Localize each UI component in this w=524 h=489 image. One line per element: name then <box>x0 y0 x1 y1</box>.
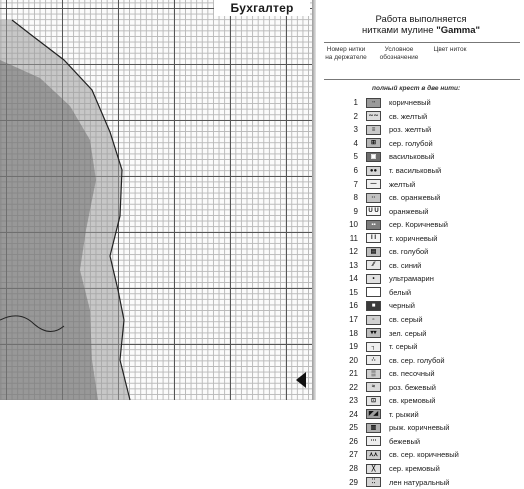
legend-row-number: 17 <box>349 315 358 325</box>
legend-symbol-swatch: ≡ <box>366 125 381 135</box>
legend-color-name: коричневый <box>389 98 431 108</box>
legend-row-number: 23 <box>349 396 358 406</box>
legend-row-number: 18 <box>349 328 358 338</box>
legend-row <box>324 380 524 394</box>
legend-color-name: роз. бежевый <box>389 382 436 392</box>
legend-symbol-swatch: ●● <box>366 166 381 176</box>
chart-motif <box>0 20 140 400</box>
legend-row-number: 16 <box>349 301 358 311</box>
legend-row-number: 11 <box>349 233 358 243</box>
legend-row <box>324 299 524 313</box>
legend-heading-prefix: нитками мулине <box>361 25 437 36</box>
legend-symbol-swatch: ⁚⁚ <box>366 477 381 487</box>
legend-row-number: 19 <box>349 342 358 352</box>
legend-color-name: роз. желтый <box>389 125 432 135</box>
legend-row <box>324 313 524 327</box>
legend-row-number: 5 <box>353 152 358 162</box>
legend-symbol-swatch: ╳ <box>366 464 381 474</box>
legend-symbol-swatch: ▤ <box>366 247 381 257</box>
legend-row <box>324 326 524 340</box>
legend-row <box>324 218 524 232</box>
legend-heading <box>318 14 524 36</box>
legend-symbol-swatch: ·· <box>366 193 381 203</box>
legend-symbol-swatch: ▒ <box>366 369 381 379</box>
legend-row-number: 2 <box>353 111 358 121</box>
legend-color-name: зел. серый <box>389 328 427 338</box>
legend-color-name: т. васильковый <box>389 166 442 175</box>
legend-symbol-swatch: ⋏⋏ <box>366 450 381 460</box>
legend-row <box>324 475 524 489</box>
legend-row-number: 6 <box>353 166 358 175</box>
legend-row <box>324 286 524 300</box>
legend-row <box>324 177 524 191</box>
legend-row-number: 15 <box>349 287 358 297</box>
legend-row-number: 1 <box>353 98 358 108</box>
legend-color-name: св. кремовый <box>389 396 436 406</box>
legend-color-name: св. песочный <box>389 369 435 379</box>
legend-row <box>324 245 524 259</box>
legend-rows <box>324 96 524 489</box>
legend-color-name: оранжевый <box>389 206 429 216</box>
legend-row-number: 22 <box>349 382 358 392</box>
legend-row <box>324 272 524 286</box>
page-edge-arrow <box>296 372 306 388</box>
legend-row <box>324 340 524 354</box>
legend-color-name: св. сер. коричневый <box>389 450 459 460</box>
legend-row-number: 27 <box>349 450 358 460</box>
legend-row-number: 21 <box>349 369 358 379</box>
legend-row <box>324 367 524 381</box>
legend-row-number: 12 <box>349 247 358 257</box>
legend-symbol-swatch: ᐧᐧ <box>366 98 381 108</box>
legend-row-number: 20 <box>349 355 358 365</box>
legend-symbol-swatch: ┐ <box>366 342 381 352</box>
legend-symbol-swatch: • <box>366 274 381 284</box>
legend-symbol-swatch: — <box>366 179 381 189</box>
legend-row <box>324 408 524 422</box>
legend-row <box>324 353 524 367</box>
legend-row <box>324 191 524 205</box>
legend-row <box>324 164 524 178</box>
legend-row <box>324 231 524 245</box>
legend-row-number: 8 <box>353 193 358 203</box>
legend-row <box>324 421 524 435</box>
column-symbol-header: Условное обозначение <box>379 46 419 61</box>
legend-symbol-swatch: ▫ <box>366 315 381 325</box>
column-number-header: Номер нитки на держателе <box>325 46 367 61</box>
legend-color-name: св. сер. голубой <box>389 355 445 365</box>
legend-color-name: св. синий <box>389 260 422 270</box>
legend-row-number: 24 <box>349 409 358 419</box>
chart-title: Бухгалтер <box>214 0 310 16</box>
legend-row-number: 14 <box>349 274 358 284</box>
legend-symbol-swatch: ⁄⁄ <box>366 260 381 270</box>
legend-columns-header <box>324 42 520 80</box>
legend-row <box>324 435 524 449</box>
legend-row <box>324 96 524 110</box>
column-color-header: Цвет ниток <box>433 46 467 53</box>
legend-color-name: т. рыжий <box>389 409 419 419</box>
legend-color-name: св. серый <box>389 315 423 325</box>
legend-symbol-swatch: ∴ <box>366 355 381 365</box>
legend-row <box>324 110 524 124</box>
legend-symbol-swatch: ■ <box>366 301 381 311</box>
legend-color-name: лен натуральный <box>389 477 450 487</box>
legend-row <box>324 448 524 462</box>
legend-row-number: 28 <box>349 464 358 474</box>
legend-color-name: св. желтый <box>389 111 428 121</box>
legend-symbol-swatch: ≈ <box>366 382 381 392</box>
legend-color-name: рыж. коричневый <box>389 423 450 433</box>
color-legend <box>318 0 524 487</box>
legend-color-name: ультрамарин <box>389 274 434 284</box>
legend-color-name: васильковый <box>389 152 435 162</box>
page-fold <box>312 0 316 400</box>
legend-symbol-swatch <box>366 287 381 297</box>
legend-row-number: 10 <box>349 220 358 230</box>
legend-row-number: 4 <box>353 138 358 148</box>
legend-heading-line2 <box>318 25 524 36</box>
legend-row <box>324 462 524 476</box>
legend-color-name: св. оранжевый <box>389 193 441 203</box>
legend-row <box>324 259 524 273</box>
legend-symbol-swatch: ▪▪ <box>366 220 381 230</box>
legend-color-name: сер. Коричневый <box>389 220 448 230</box>
legend-row <box>324 137 524 151</box>
legend-row <box>324 123 524 137</box>
legend-row-number: 13 <box>349 260 358 270</box>
legend-symbol-swatch: ⋯ <box>366 436 381 446</box>
legend-symbol-swatch: ◤◢ <box>366 409 381 419</box>
legend-section-note: полный крест в две нити: <box>372 85 461 92</box>
legend-color-name: белый <box>389 287 412 297</box>
legend-symbol-swatch: ▾▾ <box>366 328 381 338</box>
legend-color-name: желтый <box>389 179 416 189</box>
legend-color-name: т. коричневый <box>389 233 438 243</box>
legend-row <box>324 150 524 164</box>
legend-symbol-swatch: ▥ <box>366 423 381 433</box>
legend-symbol-swatch: ∼∼ <box>366 111 381 121</box>
legend-row-number: 3 <box>353 125 358 135</box>
legend-color-name: т. серый <box>389 342 418 352</box>
cross-stitch-chart <box>0 0 312 400</box>
legend-heading-line1: Работа выполняется <box>375 14 467 25</box>
legend-brand: "Gamma" <box>436 25 481 36</box>
legend-color-name: сер. голубой <box>389 138 433 148</box>
legend-symbol-swatch: ⊞ <box>366 138 381 148</box>
legend-row <box>324 204 524 218</box>
legend-symbol-swatch: U U <box>366 206 381 216</box>
legend-row <box>324 394 524 408</box>
legend-symbol-swatch: ▣ <box>366 152 381 162</box>
legend-color-name: св. голубой <box>389 247 429 257</box>
legend-color-name: черный <box>389 301 415 311</box>
legend-row-number: 29 <box>349 477 358 487</box>
legend-row-number: 9 <box>353 206 358 216</box>
legend-color-name: бежевый <box>389 436 421 446</box>
legend-symbol-swatch: I I <box>366 233 381 243</box>
legend-row-number: 25 <box>349 423 358 433</box>
legend-row-number: 26 <box>349 436 358 446</box>
legend-color-name: сер. кремовый <box>389 464 440 474</box>
legend-row-number: 7 <box>353 179 358 189</box>
legend-symbol-swatch: ⊡ <box>366 396 381 406</box>
